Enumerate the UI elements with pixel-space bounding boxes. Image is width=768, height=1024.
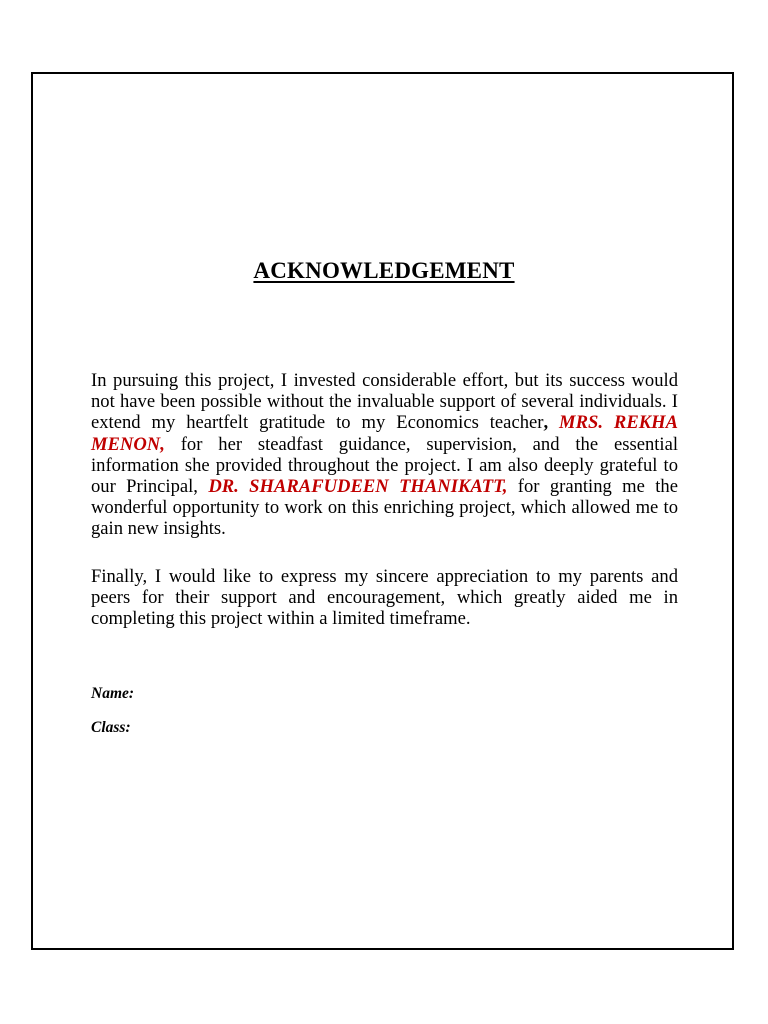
teacher-name: MRS. REKHA MENON, [91, 412, 678, 455]
paragraph-1 [91, 370, 678, 540]
paragraph-1-comma: , [543, 412, 549, 434]
page-title: ACKNOWLEDGEMENT [253, 258, 515, 283]
paragraph-2: Finally, I would like to express my sincere appreciation to my parents and peers for their support and encouragement, which greatly aided me in completing this project within a limited timeframe. [91, 566, 678, 630]
principal-name: DR. SHARAFUDEEN THANIKATT, [208, 476, 508, 498]
paragraph-1-text-b: for her steadfast guidance, supervision, and the essential information she provided throughout the project. I am also deeply grateful to our Principal, [91, 433, 678, 498]
name-label: Name: [91, 685, 135, 702]
paragraph-1-text-a: In pursuing this project, I invested considerable effort, but its success would not have been possible without the invaluable support of several individuals. I extend my heartfelt gratitude to my Economics teacher [91, 370, 678, 434]
paragraph-1-text-c: for granting me the wonderful opportunity to work on this enriching project, which allowed me to gain new insights. [91, 476, 678, 540]
class-label: Class: [91, 719, 131, 736]
